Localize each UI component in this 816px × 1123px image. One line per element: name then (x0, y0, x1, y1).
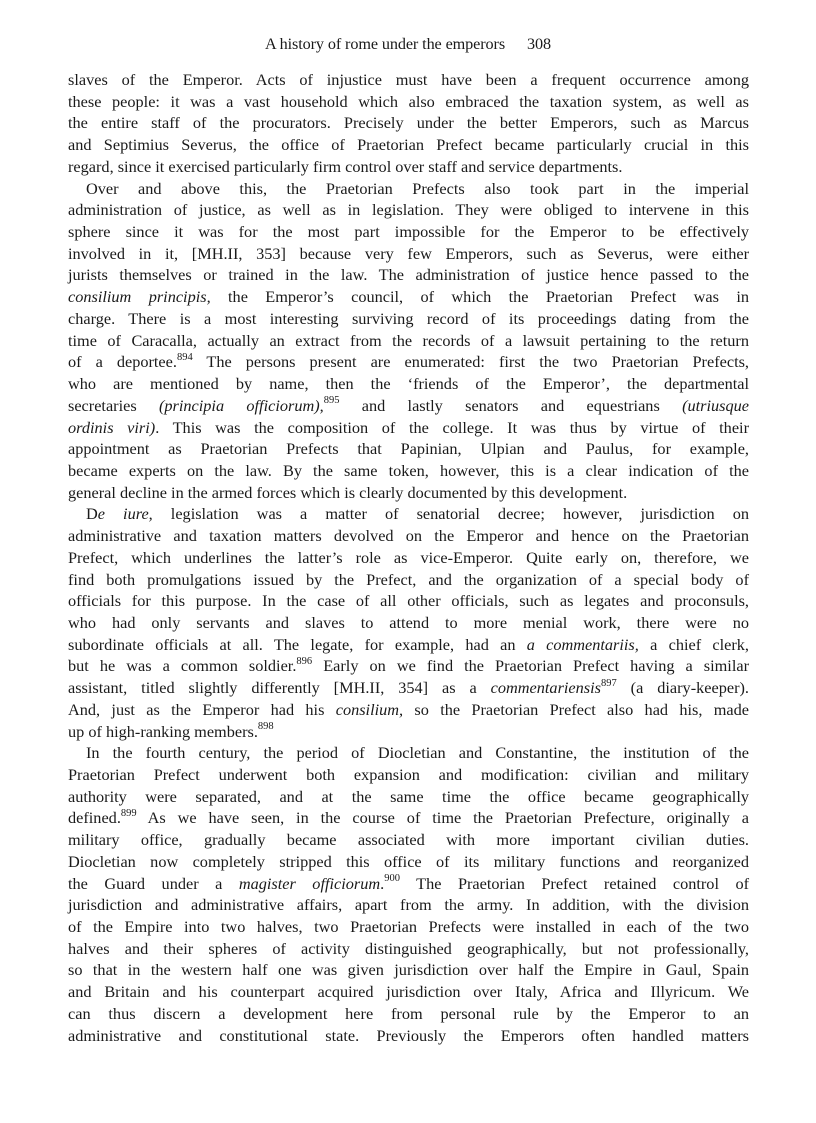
text-line: the entire staff of the procurators. Precisely under the better Emperors, such as Marcus (68, 113, 749, 133)
italic-term: a commentariis, (526, 634, 639, 654)
text-run: The Praetorian Prefect retained control of (399, 873, 750, 893)
italic-term: consilium, (335, 699, 404, 719)
text-run: assistant, titled slightly differently [MH.II, 354] as a (68, 678, 491, 698)
text-run: subordinate officials at all. The legate, for example, had an (68, 634, 527, 654)
text-run: The persons present are enumerated: first the two Praetorian Prefects, (192, 352, 749, 372)
text-run: the Guard under a (68, 873, 239, 893)
text-line (68, 395, 749, 417)
text-line (68, 503, 749, 525)
text-line: Diocletian now completely stripped this office of its military functions and reorganized (68, 851, 749, 871)
text-run: legislation was a matter of senatorial decree; however, jurisdiction on (152, 504, 749, 524)
text-line: jurists themselves or trained in the law. The administration of justice hence passed to the (68, 265, 749, 285)
footnote-ref: 898 (257, 721, 274, 733)
text-run: D (86, 504, 98, 524)
text-run: (a diary-keeper). (616, 678, 749, 698)
text-line: administrative and constitutional state. Previously the Emperors often handled matters (68, 1025, 749, 1045)
text-run: secretaries (68, 395, 159, 415)
text-line: involved in it, [MH.II, 353] because very few Emperors, such as Severus, were either (68, 243, 749, 263)
text-line: In the fourth century, the period of Diocletian and Constantine, the institution of the (86, 743, 749, 763)
text-run: up of high-ranking members. (68, 721, 258, 741)
italic-term: (utriusque (682, 395, 749, 415)
footnote-ref: 897 (601, 677, 617, 689)
text-line: became experts on the law. By the same token, however, this is a clear indication of the (68, 460, 749, 480)
body-text (68, 69, 749, 1046)
text-line: these people: it was a vast household which also embraced the taxation system, as well as (68, 91, 749, 111)
text-line: charge. There is a most interesting surviving record of its proceedings dating from the (68, 308, 749, 328)
footnote-ref: 899 (120, 808, 137, 820)
text-line: Over and above this, the Praetorian Prefects also took part in the imperial (86, 178, 749, 198)
footnote-ref: 894 (176, 351, 193, 363)
text-line: officials for this purpose. In the case of all other officials, such as legates and proconsuls, (68, 591, 749, 611)
text-run: And, just as the Emperor had his (68, 699, 336, 719)
text-line (68, 655, 749, 677)
text-line: can thus discern a development here from personal rule by the Emperor to an (68, 1003, 749, 1023)
text-run: so the Praetorian Prefect also had his, made (403, 699, 750, 719)
text-line (68, 873, 749, 895)
text-line: time of Caracalla, actually an extract from the records of a lawsuit pertaining to the return (68, 330, 749, 350)
italic-term: consilium principis, (68, 287, 211, 307)
footnote-ref: 896 (296, 655, 313, 667)
text-run: . This was the composition of the college. It was thus by virtue of their (155, 417, 749, 437)
italic-term: e iure, (97, 504, 153, 524)
text-line: sphere since it was for the most part impossible for the Emperor to be effectively (68, 222, 749, 242)
italic-term: (principia officiorum), (158, 395, 324, 415)
text-line: Praetorian Prefect underwent both expansion and modification: civilian and military (68, 765, 749, 784)
text-line (68, 721, 749, 743)
italic-term: ordinis viri) (68, 417, 156, 437)
text-run: a chief clerk, (638, 634, 749, 654)
text-line: administration of justice, as well as in legislation. They were obliged to intervene in this (68, 200, 749, 220)
text-line: who are mentioned by name, then the ‘friends of the Emperor’, the departmental (68, 374, 749, 394)
italic-term: magister officiorum (238, 873, 381, 893)
text-line: slaves of the Emperor. Acts of injustice must have been a frequent occurrence among (68, 70, 749, 89)
text-run: but he was a common soldier. (68, 656, 297, 676)
text-line (68, 417, 749, 439)
text-line: and Septimius Severus, the office of Praetorian Prefect became particularly crucial in this (68, 135, 749, 155)
text-line: so that in the western half one was given jurisdiction over half the Empire in Gaul, Spain (68, 960, 749, 980)
text-run: . (380, 873, 385, 893)
text-line (68, 677, 749, 699)
text-line: administrative and taxation matters devolved on the Emperor and hence on the Praetorian (68, 526, 749, 546)
text-run: and lastly senators and equestrians (339, 395, 683, 415)
text-line (68, 351, 749, 373)
text-line (68, 634, 749, 656)
text-line: general decline in the armed forces which is clearly documented by this development. (68, 482, 628, 502)
text-line: find both promulgations issued by the Prefect, and the organization of a special body of (68, 569, 749, 589)
text-line: military office, gradually became associated with more important civilian duties. (68, 830, 749, 850)
text-run: of a deportee. (68, 352, 177, 372)
text-line: and Britain and his counterpart acquired jurisdiction over Italy, Africa and Illyricum. We (68, 982, 749, 1002)
text-run: As we have seen, in the course of time the Praetorian Prefecture, originally a (136, 808, 749, 828)
book-title: A history of rome under the emperors (264, 35, 506, 53)
text-run: defined. (68, 808, 121, 828)
text-line: halves and their spheres of activity distinguished geographically, but not professionally, (68, 938, 749, 958)
text-line (68, 286, 749, 308)
text-line: regard, since it exercised particularly firm control over staff and service departments. (68, 156, 623, 176)
page-number: 308 (527, 35, 552, 53)
text-line: jurisdiction and administrative affairs, apart from the army. In addition, with the division (68, 895, 749, 915)
text-run: the Emperor’s council, of which the Praetorian Prefect was in (210, 287, 749, 307)
text-line: of the Empire into two halves, two Praetorian Prefects were installed in each of the two (68, 917, 749, 937)
italic-term: commentariensis (490, 678, 601, 698)
text-line: who had only servants and slaves to attend to more menial work, there were no (68, 612, 749, 632)
text-line: Prefect, which underlines the latter’s role as vice-Emperor. Quite early on, therefore, we (68, 547, 749, 567)
text-line (68, 807, 749, 829)
text-line (68, 699, 749, 721)
running-header (0, 34, 816, 54)
footnote-ref: 895 (323, 395, 340, 407)
text-line: appointment as Praetorian Prefects that Papinian, Ulpian and Paulus, for example, (68, 439, 749, 459)
footnote-ref: 900 (384, 873, 400, 885)
text-line: authority were separated, and at the same time the office became geographically (68, 786, 749, 806)
text-run: Early on we find the Praetorian Prefect having a similar (312, 656, 750, 676)
